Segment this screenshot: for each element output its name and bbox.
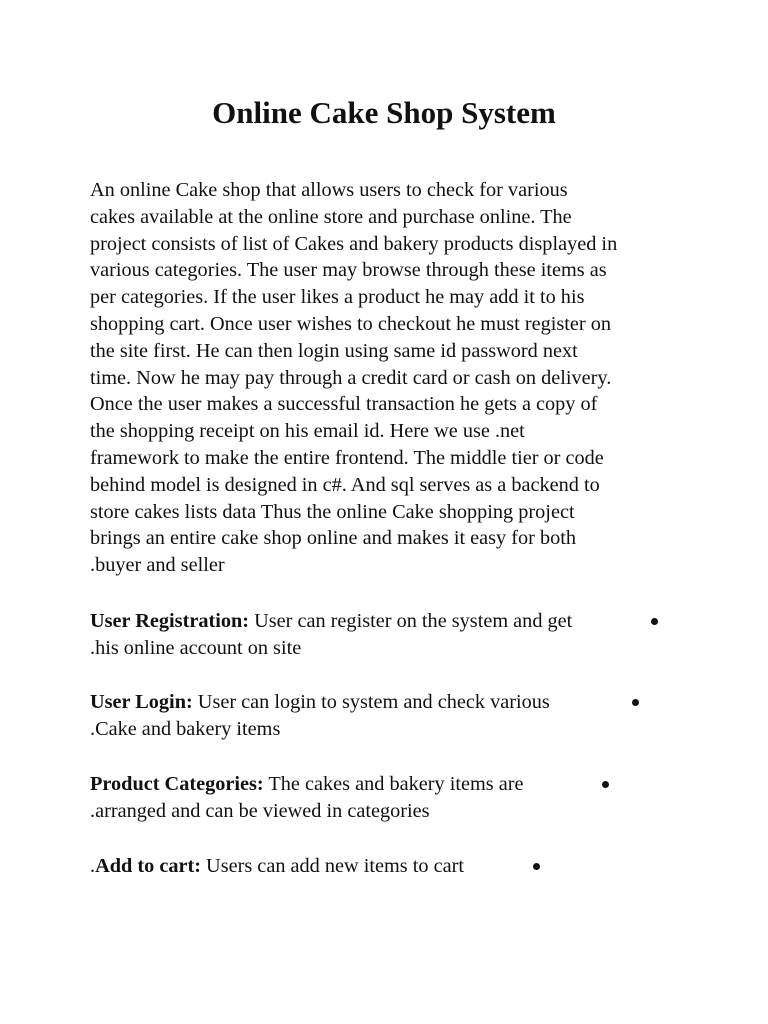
bullet-dot-icon — [533, 863, 540, 870]
bullet-lead: User Registration: — [90, 610, 250, 632]
bullet-user-login — [90, 689, 690, 743]
intro-line: shopping cart. Once user wishes to checkout he must register on — [90, 312, 611, 335]
intro-line: various categories. The user may browse through these items as — [90, 259, 607, 282]
bullet-prefix: . — [90, 855, 96, 877]
bullet-text: User can register on the system and get — [249, 610, 573, 632]
bullet-user-registration — [90, 608, 690, 662]
intro-line: the shopping receipt on his email id. Here we use .net — [90, 420, 525, 443]
bullet-lead: User Login: — [90, 691, 193, 713]
page-title: Online Cake Shop System — [212, 95, 556, 130]
bullet-dot-icon — [632, 699, 639, 706]
bullet-text: Users can add new items to cart — [200, 855, 464, 877]
bullet-dot-icon — [602, 781, 609, 788]
bullet-first-line — [90, 608, 690, 635]
intro-line: .buyer and seller — [90, 554, 225, 577]
intro-paragraph — [90, 177, 690, 579]
bullet-product-categories — [90, 771, 690, 825]
intro-line: time. Now he may pay through a credit card or cash on delivery. — [90, 366, 612, 389]
intro-line: behind model is designed in c#. And sql serves as a backend to — [90, 473, 600, 496]
bullet-dot-icon — [651, 618, 658, 625]
bullet-lead: Add to cart: — [95, 855, 201, 877]
bullet-continuation: .arranged and can be viewed in categories — [90, 799, 430, 822]
intro-line: Once the user makes a successful transaction he gets a copy of — [90, 393, 598, 416]
bullet-continuation: .Cake and bakery items — [90, 717, 281, 740]
intro-line: An online Cake shop that allows users to check for various — [90, 179, 568, 201]
bullet-text: User can login to system and check various — [192, 691, 550, 713]
bullet-first-line — [90, 853, 690, 880]
intro-line: brings an entire cake shop online and makes it easy for both — [90, 527, 577, 550]
bullet-continuation: .his online account on site — [90, 636, 302, 659]
intro-line: store cakes lists data Thus the online Cake shopping project — [90, 500, 575, 523]
bullet-lead: Product Categories: — [90, 773, 264, 795]
intro-line: per categories. If the user likes a product he may add it to his — [90, 286, 585, 309]
intro-line: the site first. He can then login using same id password next — [90, 339, 578, 362]
bullet-first-line — [90, 689, 690, 716]
intro-line: framework to make the entire frontend. The middle tier or code — [90, 446, 604, 469]
intro-line: project consists of list of Cakes and bakery products displayed in — [90, 232, 618, 255]
intro-line: cakes available at the online store and purchase online. The — [90, 205, 572, 228]
bullet-add-to-cart — [90, 853, 690, 880]
bullet-text: The cakes and bakery items are — [263, 773, 524, 795]
bullet-first-line — [90, 771, 690, 798]
